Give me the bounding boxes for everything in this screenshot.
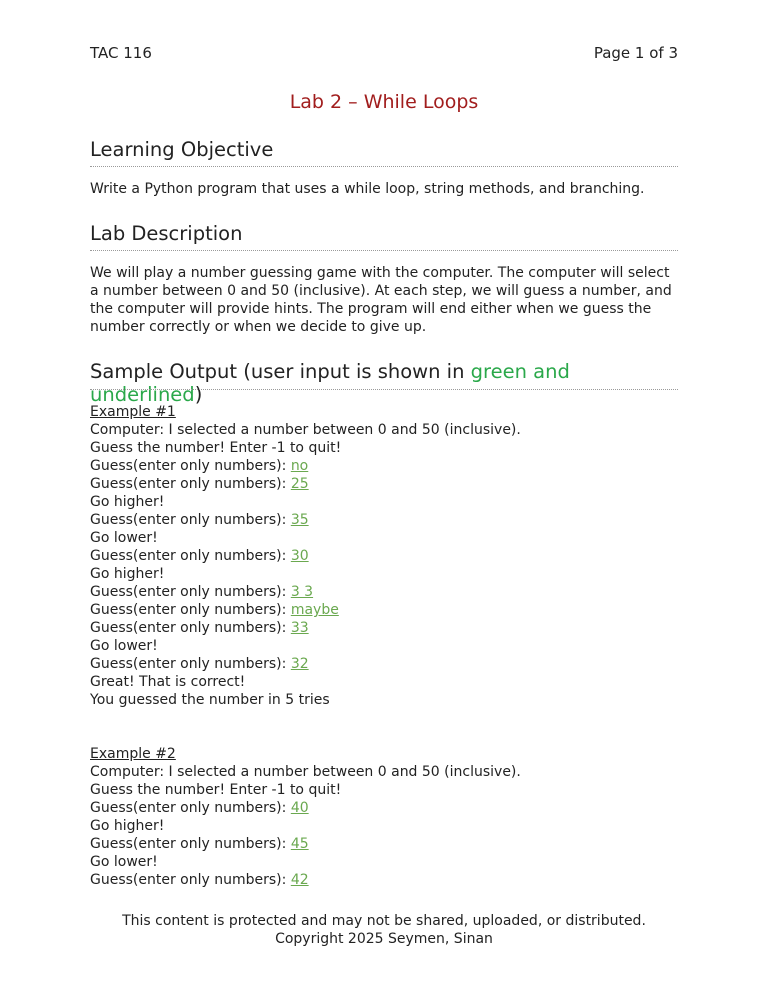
- user-input: 32: [290, 656, 309, 672]
- console-text: Guess(enter only numbers):: [90, 476, 291, 492]
- example-1-lines: [90, 421, 678, 708]
- console-line: [90, 475, 678, 493]
- console-line: [90, 817, 678, 835]
- sample-heading-highlight: green and underlined: [90, 360, 570, 406]
- console-text: Computer: I selected a number between 0 and 50 (inclusive).: [90, 764, 521, 780]
- description-divider: [90, 250, 678, 251]
- console-line: [90, 583, 678, 601]
- console-line: [90, 457, 678, 475]
- example-1: [90, 403, 678, 708]
- user-input: 35: [290, 512, 309, 528]
- console-line: [90, 493, 678, 511]
- console-text: Guess(enter only numbers):: [90, 512, 291, 528]
- footer-copyright: Copyright 2025 Seymen, Sinan: [275, 931, 493, 947]
- console-line: [90, 763, 678, 781]
- console-line: [90, 439, 678, 457]
- console-text: Guess(enter only numbers):: [90, 620, 291, 636]
- console-text: Great! That is correct!: [90, 674, 246, 690]
- console-line: [90, 601, 678, 619]
- footer-notice: This content is protected and may not be shared, uploaded, or distributed.: [122, 913, 646, 929]
- page-header: [90, 44, 678, 62]
- console-text: Guess the number! Enter -1 to quit!: [90, 782, 342, 798]
- console-text: Guess(enter only numbers):: [90, 872, 291, 888]
- course-code: TAC 116: [90, 44, 152, 62]
- sample-heading-close: ): [194, 383, 203, 406]
- objective-heading: Learning Objective: [90, 138, 274, 161]
- console-text: Guess(enter only numbers):: [90, 458, 291, 474]
- user-input: no: [290, 458, 309, 474]
- console-text: Go higher!: [90, 818, 165, 834]
- document-title: Lab 2 – While Loops: [289, 91, 479, 113]
- example-2-lines: [90, 763, 678, 888]
- console-text: Guess(enter only numbers):: [90, 656, 291, 672]
- console-text: Go higher!: [90, 494, 165, 510]
- user-input: maybe: [290, 602, 339, 618]
- console-line: [90, 619, 678, 637]
- console-text: Guess the number! Enter -1 to quit!: [90, 440, 342, 456]
- console-line: [90, 835, 678, 853]
- description-heading: Lab Description: [90, 222, 243, 245]
- console-line: [90, 637, 678, 655]
- console-text: Guess(enter only numbers):: [90, 836, 291, 852]
- console-text: You guessed the number in 5 tries: [90, 692, 330, 708]
- user-input: 33: [290, 620, 309, 636]
- console-line: [90, 871, 678, 889]
- objective-text: Write a Python program that uses a while loop, string methods, and branching.: [90, 181, 645, 197]
- console-text: Guess(enter only numbers):: [90, 584, 291, 600]
- console-line: [90, 691, 678, 709]
- user-input: 30: [290, 548, 309, 564]
- console-text: Go lower!: [90, 638, 158, 654]
- console-text: Go lower!: [90, 530, 158, 546]
- sample-heading-text: Sample Output (user input is shown in: [90, 360, 471, 383]
- console-line: [90, 511, 678, 529]
- user-input: 45: [290, 836, 309, 852]
- user-input: 3 3: [290, 584, 314, 600]
- console-text: Computer: I selected a number between 0 and 50 (inclusive).: [90, 422, 521, 438]
- example-1-title: Example #1: [90, 404, 176, 420]
- console-line: [90, 853, 678, 871]
- console-text: Guess(enter only numbers):: [90, 800, 291, 816]
- description-text: We will play a number guessing game with the computer. The computer will select a number between 0 and 50 (inclusive). At each step, we will guess a number, and the computer will provide hints. The program will end either when we guess the number correctly or when we decide to give up.: [90, 265, 672, 335]
- sample-divider: [90, 389, 678, 390]
- page-footer: [0, 912, 768, 948]
- console-text: Guess(enter only numbers):: [90, 602, 291, 618]
- user-input: 40: [290, 800, 309, 816]
- console-line: [90, 673, 678, 691]
- console-line: [90, 781, 678, 799]
- page-number: Page 1 of 3: [593, 44, 678, 62]
- console-line: [90, 799, 678, 817]
- console-text: Guess(enter only numbers):: [90, 548, 291, 564]
- sample-output-heading: [90, 360, 678, 406]
- console-text: Go lower!: [90, 854, 158, 870]
- console-text: Go higher!: [90, 566, 165, 582]
- console-line: [90, 547, 678, 565]
- example-2-title: Example #2: [90, 746, 176, 762]
- console-line: [90, 655, 678, 673]
- user-input: 42: [290, 872, 309, 888]
- example-2: [90, 745, 678, 888]
- console-line: [90, 421, 678, 439]
- console-line: [90, 565, 678, 583]
- console-line: [90, 529, 678, 547]
- user-input: 25: [290, 476, 309, 492]
- objective-divider: [90, 166, 678, 167]
